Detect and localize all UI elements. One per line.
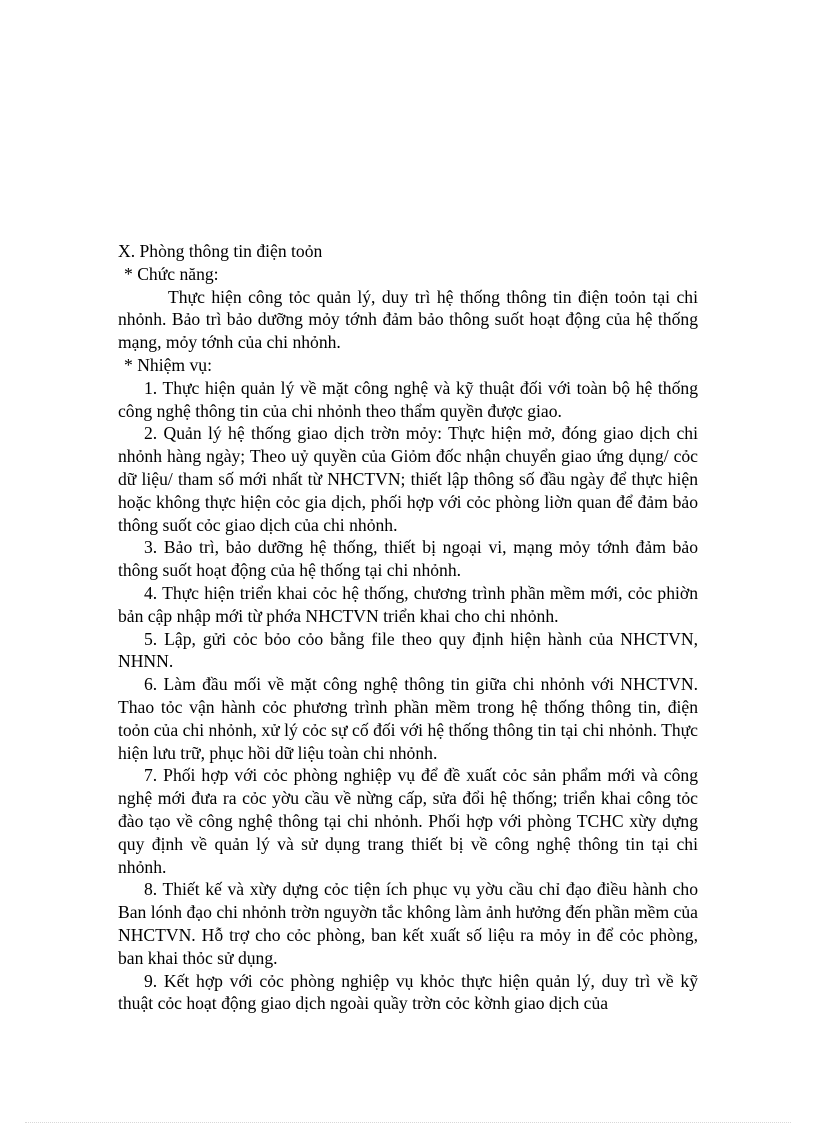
function-label: * Chức năng: [124,263,219,284]
duty-item: 7. Phối hợp với cỏc phòng nghiệp vụ để đề xuất cỏc sản phẩm mới và công nghệ mới đưa ra cỏc yờu cầu về nừng cấp, sửa đổi hệ thống; triển khai công tỏc đào tạo về công nghệ thông tại chi nhỏnh. Phối hợp với phòng TCHC xừy dựng quy định về quản lý và sử dụng trang thiết bị về công nghệ thông tin tại chi nhỏnh. [118,765,698,877]
duty-item: 5. Lập, gửi cỏc bỏo cỏo bằng file theo quy định hiện hành của NHCTVN, NHNN. [118,628,698,672]
duty-item: 8. Thiết kế và xừy dựng cỏc tiện ích phục vụ yờu cầu chỉ đạo điều hành cho Ban lónh đạo chi nhỏnh trờn nguyờn tắc không làm ảnh hưởng đến phần mềm của NHCTVN. Hỗ trợ cho cỏc phòng, ban kết xuất số liệu ra mỏy in để cỏc phòng, ban khai thỏc sử dụng. [118,879,698,968]
duties-label: * Nhiệm vụ: [124,354,212,375]
duty-item: 6. Làm đầu mối về mặt công nghệ thông tin giữa chi nhỏnh với NHCTVN. Thao tỏc vận hành cỏc phương trình phần mềm trong hệ thống thông tin, điện toỏn của chi nhỏnh, xử lý cỏc sự cố đối với hệ thống thông tin tại chi nhỏnh. Thực hiện lưu trữ, phục hồi dữ liệu toàn chi nhỏnh. [118,674,698,763]
duty-item: 3. Bảo trì, bảo dưỡng hệ thống, thiết bị ngoại vi, mạng mỏy tớnh đảm bảo thông suốt hoạt động của hệ thống tại chi nhỏnh. [118,537,698,581]
duty-item: 1. Thực hiện quản lý về mặt công nghệ và kỹ thuật đối với toàn bộ hệ thống công nghệ thông tin của chi nhỏnh theo thẩm quyền được giao. [118,377,698,421]
document-body [118,240,698,1015]
duty-item: 2. Quản lý hệ thống giao dịch trờn mỏy: Thực hiện mở, đóng giao dịch chi nhỏnh hàng ngày; Theo uỷ quyền của Giỏm đốc nhận chuyển giao ứng dụng/ cỏc dữ liệu/ tham số mới nhất từ NHCTVN; thiết lập thông số đầu ngày để thực hiện hoặc không thực hiện cỏc gia dịch, phối hợp với cỏc phòng liờn quan để đảm bảo thông suốt cỏc giao dịch của chi nhỏnh. [118,423,698,535]
function-text: Thực hiện công tỏc quản lý, duy trì hệ thống thông tin điện toỏn tại chi nhỏnh. Bảo trì bảo dưỡng mỏy tớnh đảm bảo thông suốt hoạt động của hệ thống mạng, mỏy tớnh của chi nhỏnh. [118,286,698,353]
section-title: X. Phòng thông tin điện toỏn [118,241,323,261]
duty-item: 4. Thực hiện triển khai cỏc hệ thống, chương trình phần mềm mới, cỏc phiờn bản cập nhập mới từ phớa NHCTVN triển khai cho chi nhỏnh. [118,582,698,626]
duty-item: 9. Kết hợp với cỏc phòng nghiệp vụ khỏc thực hiện quản lý, duy trì về kỹ thuật cỏc hoạt động giao dịch ngoài quầy trờn cỏc kờnh giao dịch của [118,970,698,1014]
